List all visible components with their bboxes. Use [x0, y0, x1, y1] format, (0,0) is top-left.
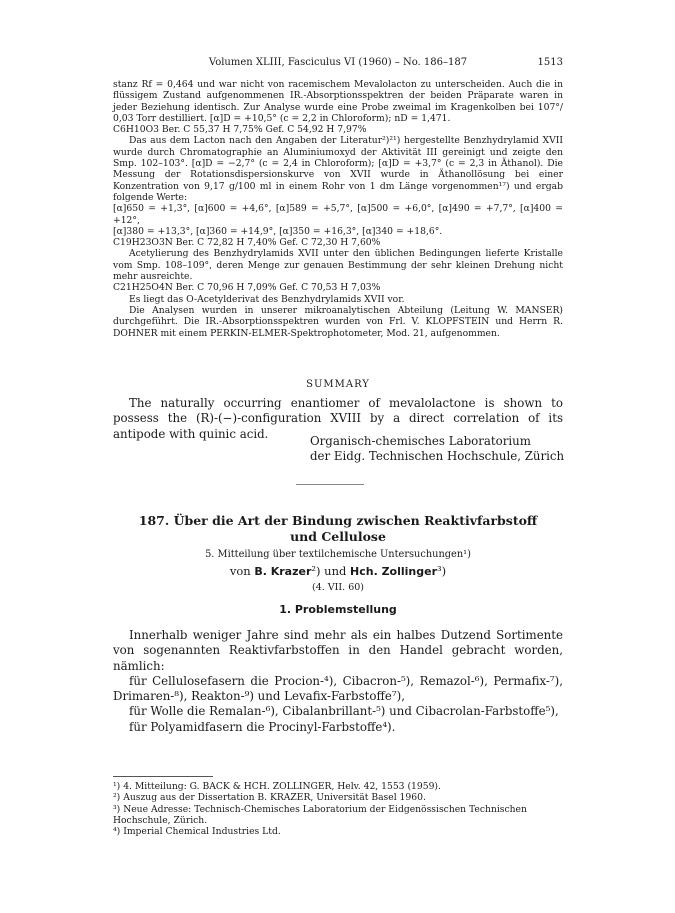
- article-subtitle: 5. Mitteilung über textilchemische Untersuchungen¹): [205, 549, 471, 560]
- article-body: [113, 628, 563, 735]
- elemental-analysis: C21H25O4N Ber. C 70,96 H 7,09% Gef. C 70,53 H 7,03%: [113, 282, 381, 294]
- footnote: ¹) 4. Mitteilung: G. BACK & HCH. ZOLLINGER, Helv. 42, 1553 (1959).: [113, 781, 441, 792]
- author-name: B. Krazer: [254, 565, 312, 578]
- article-authors: [113, 564, 563, 578]
- article-header: [113, 513, 563, 616]
- article-title-line: und Cellulose: [290, 529, 386, 544]
- author-note: ³): [437, 564, 447, 578]
- experimental-paragraph: Es liegt das O-Acetylderivat des Benzhydrylamids XVII vor.: [129, 293, 405, 305]
- experimental-section: [113, 79, 563, 339]
- author-name: Hch. Zollinger: [350, 565, 438, 578]
- lab-line: der Eidg. Technischen Hochschule, Zürich: [310, 449, 565, 463]
- running-header: [113, 57, 563, 71]
- article-divider: [296, 484, 364, 485]
- elemental-analysis: C6H10O3 Ber. C 55,37 H 7,75% Gef. C 54,92 H 7,97%: [113, 124, 367, 136]
- rotation-values: [α]380 = +13,3°, [α]360 = +14,9°, [α]350 = +16,3°, [α]340 = +18,6°.: [113, 225, 443, 237]
- author-note: ²): [311, 564, 321, 578]
- experimental-paragraph: Das aus dem Lacton nach den Angaben der Literatur²)²¹) hergestellte Benzhydrylamid XVII wurde durch Chromatographie an Aluminiumoxyd der Aktivität III gereinigt und zeigte den Smp. 102–103°. [α]D = −2,7° (c = 2,4 in Chloroform); [α]D = +3,7° (c = 2,3 in Äthanol). Die Messung der Rotationsdispersionskurve von XVII wurde in Äthanollösung bei einer Konzentration von 9,17 g/100 ml in einem Rohr von 1 dm Länge vorgenommen¹⁷) und ergab folgende Werte:: [113, 135, 563, 203]
- footnote: ⁴) Imperial Chemical Industries Ltd.: [113, 826, 281, 838]
- acknowledgement-paragraph: Die Analysen wurden in unserer mikroanalytischen Abteilung (Leitung W. MANSER) durchgeführt. Die IR.-Absorptionsspektren wurden von Frl. V. KLOPFSTEIN und Herrn R. DOHNER mit einem PERKIN-ELMER-Spektrophotometer, Mod. 21, aufgenommen.: [113, 304, 563, 339]
- summary-paragraph: The naturally occurring enantiomer of mevalolactone is shown to possess the (R)-(−)-configuration XVIII by a direct correlation of its antipode with quinic acid.: [113, 396, 563, 441]
- lab-line: Organisch-chemisches Laboratorium: [310, 434, 531, 448]
- footnotes: [113, 781, 563, 837]
- dye-list-item: für Wolle die Remalan-⁶), Cibalanbrillant-⁵) und Cibacrolan-Farbstoffe⁵),: [129, 704, 559, 719]
- section-heading: 1. Problemstellung: [279, 603, 397, 616]
- article-date: (4. VII. 60): [312, 582, 364, 593]
- article-title-line: 187. Über die Art der Bindung zwischen Reaktivfarbstoff: [138, 513, 538, 528]
- rotation-values: [α]650 = +1,3°, [α]600 = +4,6°, [α]589 = +5,7°, [α]500 = +6,0°, [α]490 = +7,7°, [α]400 = +12°,: [113, 203, 563, 226]
- authors-prefix: von: [229, 564, 251, 578]
- experimental-paragraph: Acetylierung des Benzhydrylamids XVII unter den üblichen Bedingungen lieferte Kristalle vom Smp. 108–109°, deren Menge zur genauen Bestimmung der sehr kleinen Drehung nicht mehr ausreichte.: [113, 248, 563, 283]
- dye-list-item: für Cellulosefasern die Procion-⁴), Cibacron-⁵), Remazol-⁶), Permafix-⁷), Drimaren-⁸), Reakton-⁹) und Levafix-Farbstoffe⁷),: [113, 673, 563, 704]
- lab-affiliation: [310, 434, 570, 464]
- experimental-paragraph: stanz Rf = 0,464 und war nicht von racemischem Mevalolacton zu unterscheiden. Auch die in flüssigem Zustand aufgenommenen IR.-Absorptionsspektren der beiden Präparate waren in jeder Beziehung identisch. Zur Analyse wurde eine Probe zweimal im Kragenkolben bei 107°/ 0,03 Torr destilliert. [α]D = +10,5° (c = 2,2 in Chloroform); nD = 1,471.: [113, 79, 563, 124]
- page-number: 1513: [537, 57, 563, 68]
- elemental-analysis: C19H23O3N Ber. C 72,82 H 7,40% Gef. C 72,30 H 7,60%: [113, 237, 381, 249]
- footnote: ³) Neue Adresse: Technisch-Chemisches Laboratorium der Eidgenössischen Technischen Hochschule, Zürich.: [113, 803, 527, 826]
- footnote: ²) Auszug aus der Dissertation B. KRAZER, Universität Basel 1960.: [113, 792, 426, 804]
- journal-citation: Volumen XLIII, Fasciculus VI (1960) – No. 186–187: [208, 57, 468, 68]
- dye-list-item: für Polyamidfasern die Procinyl-Farbstoffe⁴).: [129, 719, 396, 734]
- body-paragraph: Innerhalb weniger Jahre sind mehr als ein halbes Dutzend Sortimente von sogenannten Reaktivfarbstoffen in den Handel gebracht worden, nämlich:: [113, 628, 563, 673]
- summary-heading: SUMMARY: [306, 379, 370, 390]
- authors-and: und: [324, 564, 347, 578]
- footnote-rule: [113, 776, 213, 777]
